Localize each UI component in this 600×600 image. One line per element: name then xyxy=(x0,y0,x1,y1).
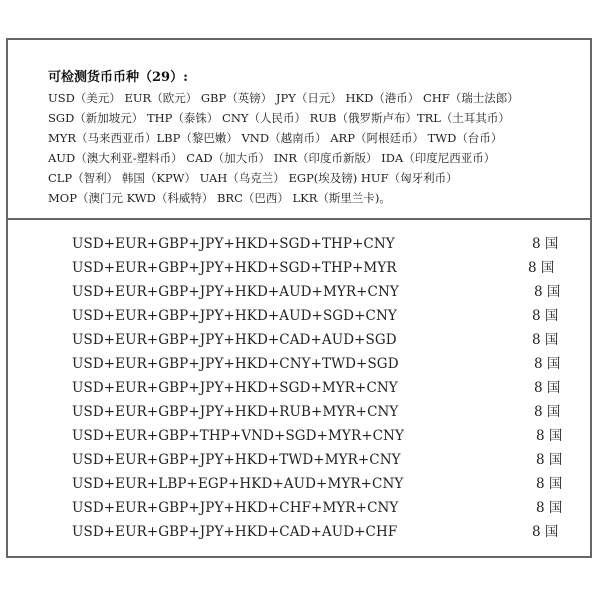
combination-count: 8 国 xyxy=(532,236,559,252)
currency-list xyxy=(48,88,588,208)
combination-row xyxy=(8,304,590,328)
combination-count: 8 国 xyxy=(534,284,561,300)
combination-count: 8 国 xyxy=(536,428,563,444)
document-frame xyxy=(6,38,592,558)
combination-row xyxy=(8,232,590,256)
combination-row xyxy=(8,280,590,304)
combination-count: 8 国 xyxy=(534,380,561,396)
combination-text: USD+EUR+GBP+JPY+HKD+CHF+MYR+CNY xyxy=(72,500,399,516)
currency-line: MOP（澳门元 KWD（科威特） BRC（巴西） LKR（斯里兰卡)。 xyxy=(48,191,391,205)
combination-count: 8 国 xyxy=(534,356,561,372)
combination-count: 8 国 xyxy=(532,308,559,324)
combination-text: USD+EUR+GBP+JPY+HKD+SGD+THP+CNY xyxy=(72,236,395,252)
combination-row xyxy=(8,352,590,376)
combination-row xyxy=(8,496,590,520)
combination-count: 8 国 xyxy=(532,332,559,348)
combination-row xyxy=(8,328,590,352)
combination-count: 8 国 xyxy=(532,524,559,540)
combination-count: 8 国 xyxy=(536,500,563,516)
combination-text: USD+EUR+GBP+JPY+HKD+RUB+MYR+CNY xyxy=(72,404,399,420)
combination-text: USD+EUR+GBP+JPY+HKD+SGD+MYR+CNY xyxy=(72,380,398,396)
currency-list-panel xyxy=(8,40,590,220)
combination-row xyxy=(8,448,590,472)
combination-text: USD+EUR+GBP+JPY+HKD+SGD+THP+MYR xyxy=(72,260,397,276)
currency-line: CLP（智利） 韩国（KPW） UAH（乌克兰） EGP(埃及镑) HUF（匈牙利币） xyxy=(48,171,458,185)
combination-text: USD+EUR+GBP+JPY+HKD+TWD+MYR+CNY xyxy=(72,452,401,468)
combination-text: USD+EUR+GBP+JPY+HKD+CNY+TWD+SGD xyxy=(72,356,399,372)
combination-row xyxy=(8,520,590,544)
currency-line: SGD（新加坡元） THP（泰铢） CNY（人民币） RUB（俄罗斯卢布）TRL（土耳其币） xyxy=(48,111,510,125)
combination-text: USD+EUR+LBP+EGP+HKD+AUD+MYR+CNY xyxy=(72,476,404,492)
combination-row xyxy=(8,400,590,424)
combination-count: 8 国 xyxy=(536,452,563,468)
currency-line: USD（美元） EUR（欧元） GBP（英镑） JPY（日元） HKD（港币） CHF（瑞士法郎） xyxy=(48,91,519,105)
combination-row xyxy=(8,424,590,448)
currency-line: MYR（马来西亚币）LBP（黎巴嫩） VND（越南币） ARP（阿根廷币） TWD（台币） xyxy=(48,131,503,145)
combination-text: USD+EUR+GBP+JPY+HKD+CAD+AUD+SGD xyxy=(72,332,397,348)
combination-list-panel xyxy=(8,224,590,556)
currency-line: AUD（澳大利亚-塑料币） CAD（加大币） INR（印度币新版） IDA（印度尼西亚币） xyxy=(48,151,496,165)
combination-count: 8 国 xyxy=(528,260,555,276)
combination-row xyxy=(8,376,590,400)
combination-row xyxy=(8,472,590,496)
combination-row xyxy=(8,256,590,280)
combination-text: USD+EUR+GBP+JPY+HKD+AUD+SGD+CNY xyxy=(72,308,397,324)
combination-text: USD+EUR+GBP+JPY+HKD+CAD+AUD+CHF xyxy=(72,524,398,540)
combination-text: USD+EUR+GBP+JPY+HKD+AUD+MYR+CNY xyxy=(72,284,399,300)
combination-text: USD+EUR+GBP+THP+VND+SGD+MYR+CNY xyxy=(72,428,404,444)
combination-count: 8 国 xyxy=(534,404,561,420)
combination-count: 8 国 xyxy=(536,476,563,492)
currency-list-heading: 可检测货币币种（29）: xyxy=(48,70,188,85)
